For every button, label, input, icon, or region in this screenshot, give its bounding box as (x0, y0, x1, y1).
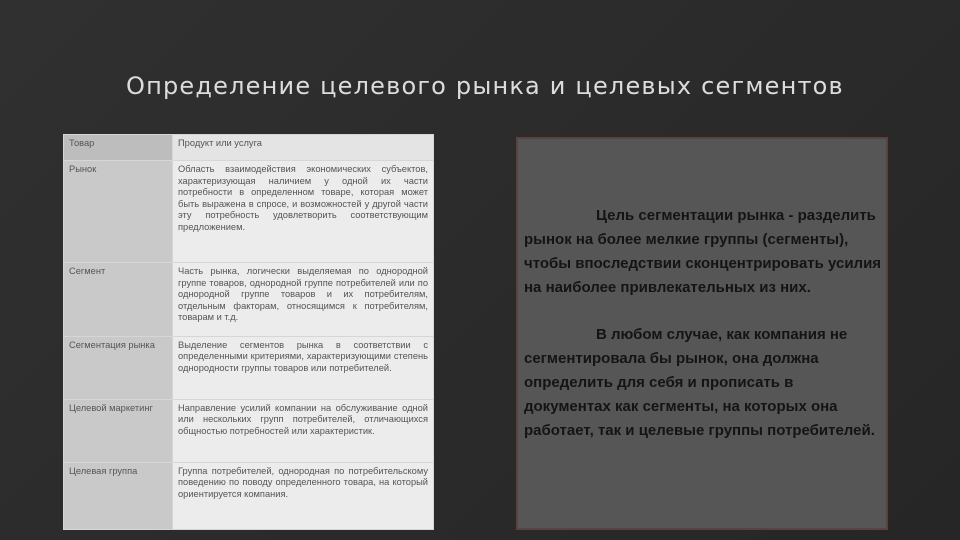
term-cell: Целевая группа (64, 462, 173, 529)
table-row (64, 462, 434, 529)
table-row (64, 263, 434, 336)
highlight-target-groups: целевые группы потребителей (638, 422, 871, 439)
definition-cell: Группа потребителей, однородная по потребительскому поведению по поводу определенного товара, на который ориентируется компания. (173, 462, 434, 529)
definition-cell: Область взаимодействия экономических субъектов, характеризующая наличием у одной их части потребности в определенном товаре, которая может быть выражена в спросе, и возможностей у другой части эту потребность удовлетворить соответствующим предложением. (173, 161, 434, 263)
header-term-cell: Товар (64, 135, 173, 161)
paragraph-anycase-text-2: , на которых она работает, так и (524, 398, 838, 439)
definitions-table (63, 134, 434, 530)
highlight-goal: Цель сегментации рынка (596, 207, 785, 224)
table-header-row (64, 135, 434, 161)
definition-cell: Направление усилий компании на обслуживание одной или нескольких групп потребителей, отличающихся общностью потребностей или характеристик. (173, 399, 434, 462)
term-cell: Сегментация рынка (64, 336, 173, 399)
table-row (64, 336, 434, 399)
paragraph-goal (524, 204, 882, 300)
slide-title: Определение целевого рынка и целевых сегментов (126, 72, 844, 100)
table-row (64, 161, 434, 263)
highlight-segments: сегменты (642, 398, 715, 415)
definition-cell: Выделение сегментов рынка в соответствии с определенными критериями, характеризующими степень однородности группы товаров или потребителей. (173, 336, 434, 399)
paragraph-goal-text: - разделить рынок на более мелкие группы (сегменты), чтобы впоследствии сконцентрировать усилия на наиболее привлекательных из них. (524, 207, 882, 296)
term-cell: Целевой маркетинг (64, 399, 173, 462)
term-cell: Рынок (64, 161, 173, 263)
definition-cell: Часть рынка, логически выделяемая по однородной группе товаров, однородной группе потребителей или по однородной группе товаров и их потребителям, отдельным факторам, относящимся к потребителям, товарам и т.д. (173, 263, 434, 336)
text-box (516, 137, 888, 530)
header-definition-cell: Продукт или услуга (173, 135, 434, 161)
table-row (64, 399, 434, 462)
paragraph-anycase-text-1: В любом случае, как компания не сегментировала бы рынок, она должна определить для себя и прописать в документах как (524, 326, 848, 415)
term-cell: Сегмент (64, 263, 173, 336)
paragraph-anycase-end: . (870, 422, 875, 439)
paragraph-anycase (524, 323, 882, 443)
